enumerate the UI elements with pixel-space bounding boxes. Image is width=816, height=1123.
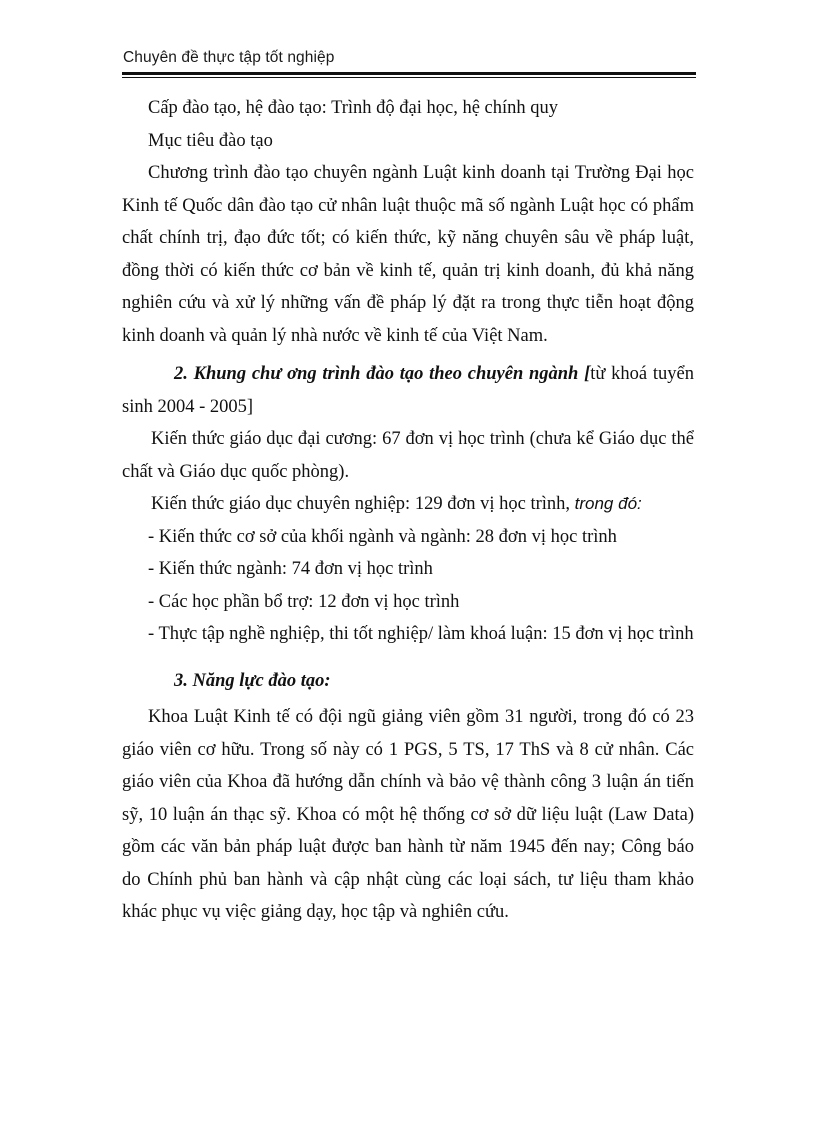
section-2-heading [122, 358, 694, 423]
document-body [122, 92, 694, 929]
professional-knowledge-tail: trong đó: [574, 494, 642, 513]
header-title: Chuyên đề thực tập tốt nghiệp [123, 49, 335, 66]
header-rule-thick [122, 72, 696, 75]
training-goal-label: Mục tiêu đào tạo [148, 130, 273, 151]
section-2-title: 2. Khung chư ơng trình đào tạo theo chuyên ngành [ [174, 364, 591, 384]
professional-knowledge-text: Kiến thức giáo dục chuyên nghiệp: 129 đơn vị học trình, [151, 494, 571, 514]
list-item: - Kiến thức cơ sở của khối ngành và ngành: 28 đơn vị học trình [148, 526, 617, 547]
section-2-title-tail: từ khoá tuyển sinh 2004 - 2005] [122, 364, 694, 417]
spacer [122, 651, 694, 659]
section-3-heading [122, 665, 694, 698]
general-knowledge: Kiến thức giáo dục đại cương: 67 đơn vị học trình (chưa kể Giáo dục thể chất và Giáo dục quốc phòng). [122, 429, 694, 482]
list-item: - Thực tập nghề nghiệp, thi tốt nghiệp/ làm khoá luận: 15 đơn vị học trình [148, 624, 694, 644]
professional-knowledge [122, 488, 694, 521]
header-rule-thin [122, 77, 696, 78]
page-header [122, 48, 696, 78]
list-item: - Các học phần bổ trợ: 12 đơn vị học trình [148, 591, 460, 612]
training-goal-paragraph: Chương trình đào tạo chuyên ngành Luật kinh doanh tại Trường Đại học Kinh tế Quốc dân đào tạo cử nhân luật thuộc mã số ngành Luật học có phẩm chất chính trị, đạo đức tốt; có kiến thức, kỹ năng chuyên sâu về pháp luật, đồng thời có kiến thức cơ bản về kinh tế, quản trị kinh doanh, đủ khả năng nghiên cứu và xử lý những vấn đề pháp lý đặt ra trong thực tiễn hoạt động kinh doanh và quản lý nhà nước về kinh tế của Việt Nam. [122, 163, 694, 346]
list-item: - Kiến thức ngành: 74 đơn vị học trình [148, 559, 433, 579]
section-3-title: 3. Năng lực đào tạo: [174, 670, 331, 691]
training-level-line: Cấp đào tạo, hệ đào tạo: Trình độ đại học, hệ chính quy [148, 98, 559, 118]
capacity-paragraph: Khoa Luật Kinh tế có đội ngũ giảng viên gồm 31 người, trong đó có 23 giáo viên cơ hữu. Trong số này có 1 PGS, 5 TS, 17 ThS và 8 cử nhân. Các giáo viên của Khoa đã hướng dẫn chính và bảo vệ thành công 3 luận án tiến sỹ, 10 luận án thạc sỹ. Khoa có một hệ thống cơ sở dữ liệu luật (Law Data) gồm các văn bản pháp luật được ban hành từ năm 1945 đến nay; Công báo do Chính phủ ban hành và cập nhật cùng các loại sách, tư liệu tham khảo khác phục vụ việc giảng dạy, học tập và nghiên cứu. [122, 707, 694, 922]
